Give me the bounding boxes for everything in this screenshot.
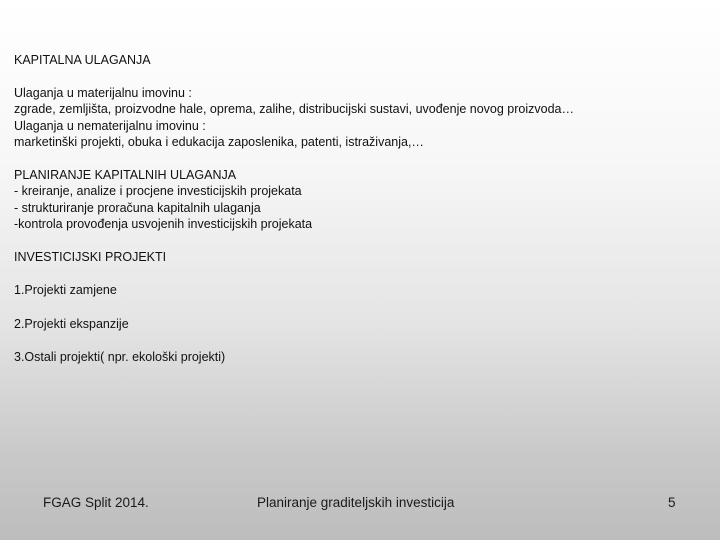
text-line: Ulaganja u nematerijalnu imovinu : bbox=[14, 118, 206, 133]
text-line: Ulaganja u materijalnu imovinu : bbox=[14, 85, 192, 100]
section-title-investicijski-projekti: INVESTICIJSKI PROJEKTI bbox=[14, 249, 167, 264]
spacer bbox=[14, 151, 704, 167]
spacer bbox=[14, 299, 704, 316]
text-line: zgrade, zemljišta, proizvodne hale, oprema, zalihe, distribucijski sustavi, uvođenje novog proizvoda… bbox=[14, 102, 575, 116]
text-line: -kontrola provođenja usvojenih investicijskih projekata bbox=[14, 217, 313, 231]
spacer bbox=[14, 69, 704, 85]
list-item: 3.Ostali projekti( npr. ekološki projekti) bbox=[14, 350, 226, 364]
page-number: 5 bbox=[668, 495, 676, 510]
text-line: - strukturiranje proračuna kapitalnih ulaganja bbox=[14, 200, 261, 215]
footer-title: Planiranje graditeljskih investicija bbox=[257, 495, 455, 510]
text-line: - kreiranje, analize i procjene investicijskih projekata bbox=[14, 184, 302, 198]
text-line: marketinški projekti, obuka i edukacija zaposlenika, patenti, istraživanja,… bbox=[14, 135, 424, 149]
section-title-planiranje: PLANIRANJE KAPITALNIH ULAGANJA bbox=[14, 167, 237, 182]
slide-content bbox=[14, 52, 704, 366]
spacer bbox=[14, 332, 704, 349]
list-item: 2.Projekti ekspanzije bbox=[14, 316, 129, 331]
list-item: 1.Projekti zamjene bbox=[14, 283, 117, 297]
spacer bbox=[14, 233, 704, 249]
footer-left-text: FGAG Split 2014. bbox=[43, 495, 149, 510]
spacer bbox=[14, 265, 704, 282]
section-title-kapitalna-ulaganja: KAPITALNA ULAGANJA bbox=[14, 53, 151, 67]
